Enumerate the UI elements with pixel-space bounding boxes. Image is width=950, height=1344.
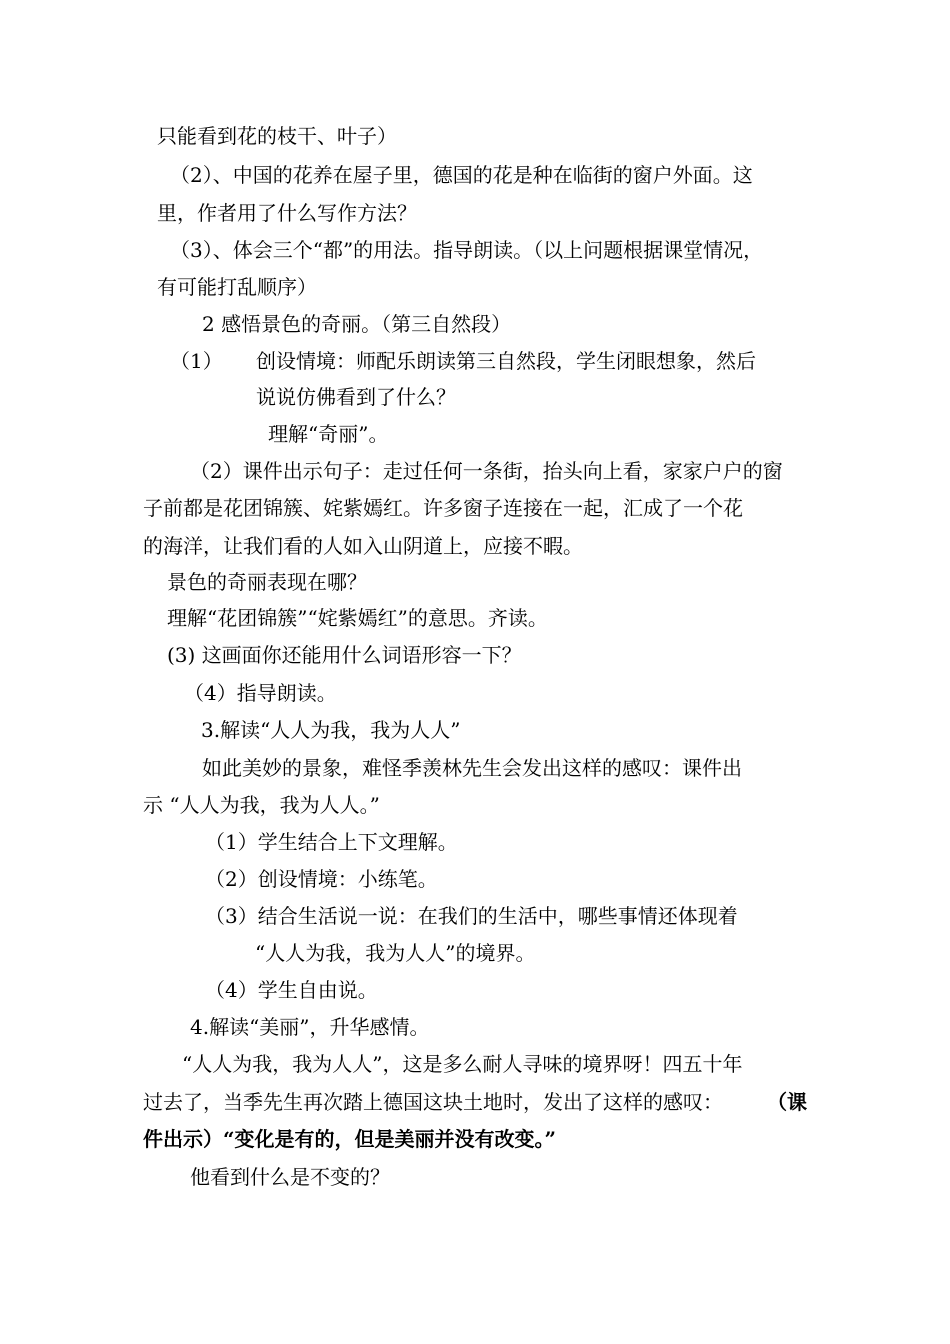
text-line: （2）课件出示句子：走过任何一条街，抬头向上看，家家户户的窗 bbox=[190, 459, 783, 483]
text-line: 景色的奇丽表现在哪？ bbox=[167, 570, 367, 594]
text-line: 如此美妙的景象，难怪季羡林先生会发出这样的感叹：课件出 bbox=[202, 756, 742, 780]
text-line-bold: 件出示）“变化是有的，但是美丽并没有改变。” bbox=[143, 1127, 557, 1151]
text-line: 4.解读“美丽”，升华感情。 bbox=[190, 1015, 430, 1039]
text-line: 2 感悟景色的奇丽。（第三自然段） bbox=[202, 312, 512, 336]
text-line: “人人为我，我为人人”，这是多么耐人寻味的境界呀！四五十年 bbox=[182, 1052, 743, 1076]
text-line: （1） bbox=[170, 349, 223, 373]
text-line: 只能看到花的枝干、叶子） bbox=[157, 124, 397, 148]
text-line: 他看到什么是不变的？ bbox=[190, 1165, 390, 1189]
text-line: 说说仿佛看到了什么？ bbox=[256, 385, 456, 409]
text-line: “人人为我，我为人人”的境界。 bbox=[255, 941, 536, 965]
text-line: 理解“奇丽”。 bbox=[268, 422, 389, 446]
text-line: （3）结合生活说一说：在我们的生活中，哪些事情还体现着 bbox=[205, 904, 738, 928]
text-line: 子前都是花团锦簇、姹紫嫣红。许多窗子连接在一起，汇成了一个花 bbox=[143, 496, 743, 520]
text-line: （2）创设情境：小练笔。 bbox=[205, 867, 438, 891]
text-line: （1）学生结合上下文理解。 bbox=[205, 830, 458, 854]
text-line: (3) 这画面你还能用什么词语形容一下？ bbox=[167, 643, 522, 667]
text-line: （4）指导朗读。 bbox=[184, 681, 337, 705]
text-line: 里，作者用了什么写作方法？ bbox=[157, 201, 417, 225]
text-line-bold: （课 bbox=[767, 1090, 807, 1114]
text-line: （3）、体会三个“都”的用法。指导朗读。（以上问题根据课堂情况， bbox=[170, 238, 764, 262]
text-line: 示 “人人为我，我为人人。” bbox=[143, 793, 380, 817]
text-line: 理解“花团锦簇”“姹紫嫣红”的意思。齐读。 bbox=[167, 606, 548, 630]
text-line: （4）学生自由说。 bbox=[205, 978, 378, 1002]
text-line: 创设情境：师配乐朗读第三自然段，学生闭眼想象，然后 bbox=[256, 349, 756, 373]
text-line: 的海洋，让我们看的人如入山阴道上，应接不暇。 bbox=[143, 534, 583, 558]
text-line: 过去了，当季先生再次踏上德国这块土地时，发出了这样的感叹： bbox=[143, 1090, 723, 1114]
text-line: 有可能打乱顺序） bbox=[157, 275, 317, 299]
text-line: 3.解读“人人为我，我为人人” bbox=[201, 718, 461, 742]
text-line: （2）、中国的花养在屋子里，德国的花是种在临街的窗户外面。这 bbox=[170, 163, 753, 187]
